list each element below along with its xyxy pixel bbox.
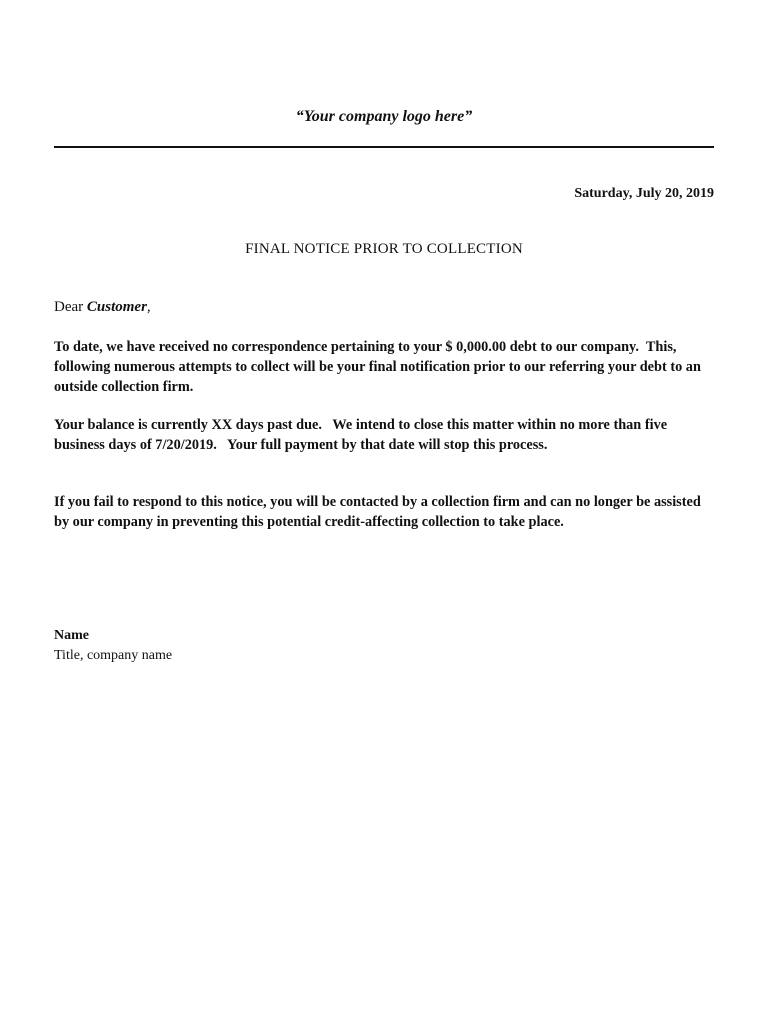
- signature-name: Name: [54, 628, 89, 643]
- salutation-suffix: ,: [146, 299, 151, 315]
- salutation-prefix: Dear: [54, 299, 87, 315]
- salutation-name: Customer: [86, 299, 147, 315]
- body-paragraph-2: Your balance is currently XX days past due. We intend to close this matter within no more than five business days of 7/20/2019. Your full payment by that date will stop this process.: [54, 417, 671, 453]
- letter-heading: FINAL NOTICE PRIOR TO COLLECTION: [245, 241, 523, 257]
- header-divider: [54, 146, 714, 148]
- company-logo-placeholder: “Your company logo here”: [295, 108, 473, 125]
- body-paragraph-3: If you fail to respond to this notice, you will be contacted by a collection firm and can no longer be assisted by our company in preventing this potential credit-affecting collection to take place.: [54, 494, 705, 530]
- body-paragraph-1: To date, we have received no correspondence pertaining to your $ 0,000.00 debt to our company. This, following numerous attempts to collect will be your final notification prior to our referring your debt to an outside collection firm.: [54, 339, 705, 395]
- signature-title: Title, company name: [54, 648, 173, 663]
- letter-date: Saturday, July 20, 2019: [574, 186, 714, 201]
- salutation: [54, 299, 151, 316]
